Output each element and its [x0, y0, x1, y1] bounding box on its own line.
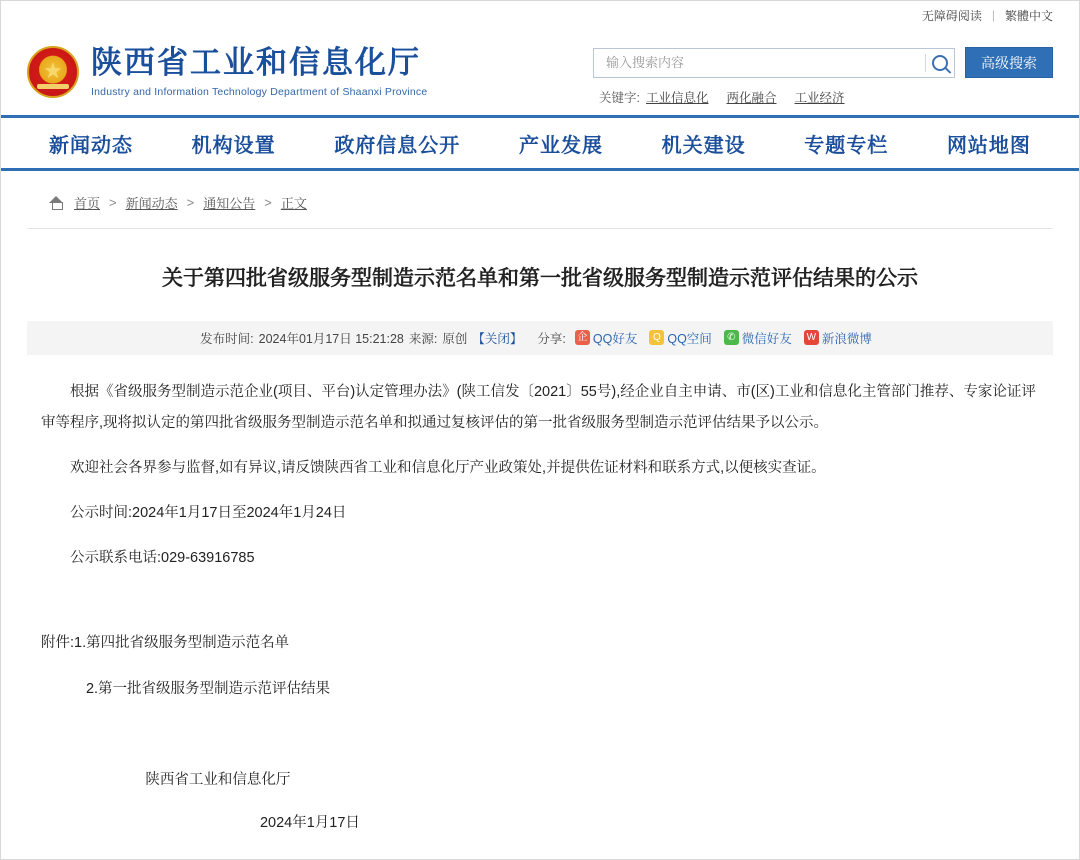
share-items: [575, 329, 880, 347]
source-value: 原创: [442, 331, 468, 346]
publish-time-label: 发布时间:: [200, 331, 254, 346]
attachment-item-2[interactable]: 2.第一批省级服务型制造示范评估结果: [85, 680, 331, 697]
share-wechat-label: 微信好友: [741, 331, 792, 346]
attachments-block: [41, 628, 1039, 704]
site-subtitle: Industry and Information Technology Department of Shaanxi Province: [91, 85, 428, 98]
qq-icon: 企: [575, 330, 590, 345]
site-header: [1, 29, 1079, 115]
breadcrumb: [27, 171, 1053, 229]
accessibility-link[interactable]: 无障碍阅读: [921, 8, 982, 23]
share-qq-label: QQ好友: [592, 331, 638, 346]
breadcrumb-item-news[interactable]: 新闻动态: [125, 196, 178, 211]
article-body: [27, 355, 1053, 840]
search-area: [593, 47, 1053, 106]
search-icon[interactable]: [932, 55, 948, 71]
close-window-link[interactable]: 【关闭】: [472, 331, 523, 346]
article-paragraph-4: 公示联系电话:029-63916785: [70, 550, 255, 567]
search-input[interactable]: [604, 50, 919, 76]
attachment-item-1[interactable]: 1.第四批省级服务型制造示范名单: [74, 635, 290, 652]
content-area: [1, 171, 1079, 839]
breadcrumb-item-notice[interactable]: 通知公告: [203, 196, 256, 211]
nav-item-org[interactable]: 机构设置: [191, 134, 276, 157]
share-qq[interactable]: [575, 329, 637, 347]
share-weibo[interactable]: [804, 329, 872, 347]
weibo-icon: W: [804, 330, 819, 345]
nav-item-gov-info[interactable]: 政府信息公开: [334, 134, 461, 157]
keyword-link-3[interactable]: 工业经济: [794, 91, 845, 105]
nav-item-agency[interactable]: 机关建设: [661, 134, 746, 157]
attachment-label: 附件:: [41, 635, 75, 652]
breadcrumb-item-home[interactable]: 首页: [74, 196, 101, 211]
attachment-line-1: [41, 628, 1039, 659]
advanced-search-button[interactable]: 高级搜索: [965, 47, 1053, 78]
article-paragraph-1: 根据《省级服务型制造示范企业(项目、平台)认定管理办法》(陕工信发〔2021〕55号),经企业自主申请、市(区)工业和信息化主管部门推荐、专家论证评审等程序,现将拟认定的第四批省级服务型制造示范名单和拟通过复核评估的第一批省级服务型制造示范评估结果予以公示。: [41, 383, 1036, 431]
nav-item-sitemap[interactable]: 网站地图: [946, 134, 1031, 157]
share-wechat[interactable]: [724, 329, 792, 347]
breadcrumb-arrow-2: >: [186, 195, 195, 210]
search-row: [593, 47, 1053, 78]
site-logo[interactable]: [27, 46, 427, 98]
signature-block: [41, 765, 1039, 839]
qzone-icon: Q: [649, 330, 664, 345]
hot-keywords: [593, 88, 1053, 106]
breadcrumb-item-current[interactable]: 正文: [280, 196, 307, 211]
topbar-separator: |: [991, 8, 995, 22]
source-label: 来源:: [408, 331, 438, 346]
article-paragraph-3: 公示时间:2024年1月17日至2024年1月24日: [70, 505, 347, 522]
nav-item-news[interactable]: 新闻动态: [49, 134, 133, 157]
article-meta-bar: [27, 321, 1053, 355]
nav-item-industry[interactable]: 产业发展: [518, 134, 603, 157]
national-emblem-icon: [27, 46, 79, 98]
publish-time-value: 2024年01月17日 15:21:28: [258, 331, 404, 346]
keyword-link-2[interactable]: 两化融合: [726, 91, 777, 105]
home-icon[interactable]: [49, 196, 64, 210]
signature-date: 2024年1月17日: [259, 814, 360, 831]
search-divider: [925, 54, 926, 72]
article-paragraph-2: 欢迎社会各界参与监督,如有异议,请反馈陕西省工业和信息化厅产业政策处,并提供佐证材料和联系方式,以便核实查证。: [70, 459, 826, 476]
keyword-link-1[interactable]: 工业信息化: [645, 91, 709, 105]
page-title: 关于第四批省级服务型制造示范名单和第一批省级服务型制造示范评估结果的公示: [162, 267, 918, 290]
breadcrumb-arrow-3: >: [264, 195, 272, 210]
breadcrumb-arrow-1: >: [109, 195, 117, 210]
wechat-icon: ✆: [724, 330, 739, 345]
share-qzone-label: QQ空间: [667, 331, 712, 346]
share-weibo-label: 新浪微博: [821, 331, 872, 346]
share-label: 分享:: [537, 331, 566, 346]
search-box[interactable]: [593, 48, 955, 78]
traditional-chinese-link[interactable]: 繁體中文: [1004, 8, 1053, 23]
share-qzone[interactable]: [649, 329, 711, 347]
site-title: 陕西省工业和信息化厅: [91, 45, 421, 81]
main-navigation: [1, 115, 1079, 171]
top-utility-bar: [1, 1, 1079, 29]
nav-item-special[interactable]: 专题专栏: [804, 134, 889, 157]
keywords-label: 关键字:: [599, 91, 640, 105]
signature-org: 陕西省工业和信息化厅: [145, 771, 291, 788]
